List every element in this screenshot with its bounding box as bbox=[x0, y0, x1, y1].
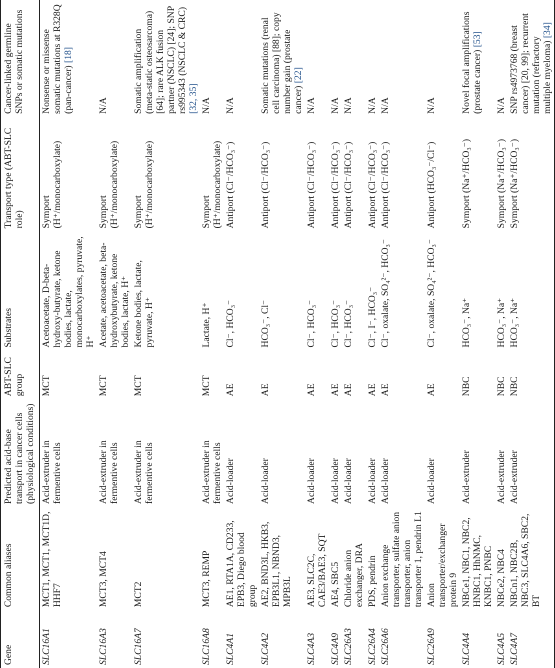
cell-substrates bbox=[460, 231, 495, 350]
cell-transport-type bbox=[132, 117, 200, 232]
cell-group bbox=[342, 350, 366, 399]
cell-group-text: MCT bbox=[201, 375, 212, 397]
cell-transport-type-text: Antiport (Cl⁻/HCO₃⁻) bbox=[330, 141, 341, 229]
cell-group bbox=[366, 350, 379, 399]
cell-cancer-mutations-text: N/A bbox=[343, 97, 354, 114]
cell-predicted-transport bbox=[329, 399, 342, 507]
table-row bbox=[342, 0, 366, 668]
cell-aliases bbox=[200, 507, 224, 610]
cell-transport-type-text: Symport (Na⁺/HCO₃⁻) bbox=[461, 138, 472, 229]
cell-cancer-mutations-text: N/A bbox=[306, 97, 317, 114]
cell-transport-type-text: Antiport (Cl⁻/HCO₃⁻) bbox=[306, 141, 317, 229]
cell-group-text: AE bbox=[367, 383, 378, 397]
cell-predicted-transport bbox=[425, 399, 460, 507]
cell-transport-type bbox=[259, 117, 305, 232]
cell-cancer-mutations bbox=[342, 0, 366, 117]
cell-gene bbox=[259, 610, 305, 668]
cell-gene-text: SLC16A3 bbox=[98, 628, 109, 665]
cell-substrates bbox=[200, 231, 224, 350]
cell-aliases-text: NBCn1, NBC2B, NBC3, SLC4A6, SBC2, BT bbox=[509, 513, 542, 608]
cell-gene bbox=[379, 610, 425, 668]
cell-gene bbox=[460, 610, 495, 668]
citation-link[interactable]: [53] bbox=[472, 31, 483, 48]
cell-gene-text: SLC4A9 bbox=[330, 633, 341, 665]
cell-gene bbox=[366, 610, 379, 668]
table-row bbox=[460, 0, 495, 668]
citation-link[interactable]: [32, 35] bbox=[188, 83, 199, 114]
table-row bbox=[40, 0, 98, 668]
cell-predicted-transport-text: Acid-extruder bbox=[509, 450, 520, 504]
cell-gene-text: SLC4A5 bbox=[496, 633, 507, 665]
cell-aliases bbox=[508, 507, 555, 610]
cell-transport-type bbox=[40, 117, 98, 232]
cell-substrates-text: HCO₃⁻, Na⁺ bbox=[509, 297, 520, 348]
cell-gene-text: SLC4A7 bbox=[509, 633, 520, 665]
cell-cancer-mutations bbox=[305, 0, 329, 117]
cell-transport-type bbox=[224, 117, 259, 232]
cell-predicted-transport-text: Acid-loader bbox=[330, 458, 341, 504]
table-row bbox=[200, 0, 224, 668]
cell-aliases-text: PDS, pendrin bbox=[367, 555, 378, 608]
table-row bbox=[132, 0, 200, 668]
cell-substrates bbox=[305, 231, 329, 350]
cell-predicted-transport bbox=[495, 399, 508, 507]
cell-transport-type-text: Symport (H⁺/monocarboxylate) bbox=[201, 140, 223, 229]
cell-aliases-text: AE2, BND3L, HKB3, EPB3L1, NBND3, MPB3L bbox=[260, 521, 293, 608]
cell-predicted-transport-text: Acid-loader bbox=[225, 458, 236, 504]
cell-transport-type-text: Antiport (Cl⁻/HCO₃⁻) bbox=[260, 141, 271, 229]
table-row bbox=[329, 0, 342, 668]
cell-group bbox=[40, 350, 98, 399]
cell-cancer-mutations bbox=[379, 0, 425, 117]
table-row bbox=[224, 0, 259, 668]
cell-aliases bbox=[40, 507, 98, 610]
cell-transport-type-text: Antiport (Cl⁻/HCO₃⁻) bbox=[380, 141, 391, 229]
cell-transport-type bbox=[97, 117, 132, 232]
cell-cancer-mutations-text: Novel focal amplifications (prostate cancer) bbox=[461, 11, 483, 114]
cell-substrates bbox=[342, 231, 366, 350]
cell-gene-text: SLC4A2 bbox=[260, 633, 271, 665]
cell-gene-text: SLC4A4 bbox=[461, 633, 472, 665]
cell-group-text: AE bbox=[380, 383, 391, 397]
cell-substrates-text: Cl⁻, HCO₃⁻ bbox=[343, 299, 354, 348]
cell-aliases bbox=[224, 507, 259, 610]
cell-group-text: MCT bbox=[133, 375, 144, 397]
cell-gene bbox=[200, 610, 224, 668]
cell-aliases-text: MCT2 bbox=[133, 581, 144, 608]
cell-group-text: AE bbox=[260, 383, 271, 397]
cell-group bbox=[495, 350, 508, 399]
cell-cancer-mutations bbox=[259, 0, 305, 117]
cell-gene-text: SLC16A7 bbox=[133, 628, 144, 665]
cell-predicted-transport-text: Acid-extruder bbox=[461, 450, 472, 504]
cell-transport-type-text: Antiport (Cl⁻/HCO₃⁻) bbox=[367, 141, 378, 229]
cell-gene-text: SLC26A4 bbox=[367, 628, 378, 665]
cell-transport-type bbox=[366, 117, 379, 232]
cell-predicted-transport-text: Acid-loader bbox=[306, 458, 317, 504]
cell-transport-type-text: Symport (Na⁺/HCO₃⁻) bbox=[496, 138, 507, 229]
cell-aliases bbox=[460, 507, 495, 610]
cell-group bbox=[508, 350, 555, 399]
cell-group-text: AE bbox=[306, 383, 317, 397]
cell-predicted-transport bbox=[460, 399, 495, 507]
cell-gene-text: SLC16A8 bbox=[201, 628, 212, 665]
cell-aliases bbox=[329, 507, 342, 610]
cell-predicted-transport bbox=[259, 399, 305, 507]
cell-gene bbox=[495, 610, 508, 668]
cell-transport-type bbox=[495, 117, 508, 232]
cell-gene-text: SLC26A3 bbox=[343, 628, 354, 665]
header-cancer-mutations: Cancer-linked germline SNPs or somatic mutations bbox=[1, 0, 40, 117]
cell-substrates-text: Cl⁻, oxalate, SO₄²⁻, HCO₃⁻ bbox=[380, 239, 391, 348]
cell-cancer-mutations-text: N/A bbox=[225, 97, 236, 114]
header-substrates: Substrates bbox=[1, 231, 40, 350]
cell-gene bbox=[132, 610, 200, 668]
cell-gene bbox=[305, 610, 329, 668]
cell-transport-type bbox=[305, 117, 329, 232]
cell-substrates-text: Acetate, acetoacetate, beta-hydroxybutyrate, ketone bodies, lactate, H⁺ bbox=[98, 242, 131, 348]
cell-cancer-mutations-text: N/A bbox=[98, 97, 109, 114]
cell-group bbox=[224, 350, 259, 399]
cell-substrates bbox=[366, 231, 379, 350]
cell-aliases bbox=[132, 507, 200, 610]
cell-group-text: MCT bbox=[41, 375, 52, 397]
cell-predicted-transport-text: Acid-loader bbox=[367, 458, 378, 504]
cell-transport-type-text: Antiport (Cl⁻/HCO₃⁻) bbox=[225, 141, 236, 229]
cell-cancer-mutations-text: Nonsense or missense somatic mutations at R328Q (pan-cancer) bbox=[41, 4, 74, 114]
cell-aliases-text: MCT1, MCT1, MCT1D, HHF7 bbox=[41, 511, 63, 608]
cell-substrates-text: Cl⁻, HCO₃⁻ bbox=[225, 299, 236, 348]
table-row bbox=[97, 0, 132, 668]
cell-transport-type-text: Symport (Na⁺/HCO₃⁻) bbox=[509, 138, 520, 229]
cell-gene bbox=[224, 610, 259, 668]
cell-predicted-transport-text: Acid-loader bbox=[260, 458, 271, 504]
cell-group-text: AE bbox=[426, 383, 437, 397]
cell-cancer-mutations bbox=[97, 0, 132, 117]
cell-transport-type-text: Antiport (Cl⁻/HCO₃⁻) bbox=[343, 141, 354, 229]
cell-aliases bbox=[495, 507, 508, 610]
cell-predicted-transport bbox=[97, 399, 132, 507]
cell-cancer-mutations-text: N/A bbox=[201, 97, 212, 114]
cell-substrates-text: HCO₃⁻, Cl⁻ bbox=[260, 299, 271, 348]
table-header bbox=[1, 0, 40, 668]
cell-aliases-text: NBCe2, NBC4 bbox=[496, 549, 507, 608]
citation-link[interactable]: [34] bbox=[542, 22, 553, 39]
cell-aliases bbox=[305, 507, 329, 610]
table-body bbox=[40, 0, 555, 668]
header-aliases: Common aliases bbox=[1, 507, 40, 610]
table-row bbox=[366, 0, 379, 668]
table-row bbox=[305, 0, 329, 668]
cell-cancer-mutations bbox=[200, 0, 224, 117]
cell-substrates-text: Cl⁻, HCO₃⁻ bbox=[306, 299, 317, 348]
cell-aliases bbox=[342, 507, 366, 610]
cell-cancer-mutations-text: Somatic mutations (renal cell carcinoma) [88]; copy number gain (prostate cancer) bbox=[260, 12, 304, 114]
cell-group bbox=[329, 350, 342, 399]
cell-substrates-text: Cl⁻, HCO₃⁻ bbox=[330, 299, 341, 348]
cell-aliases-text: Chloride anion exchanger, DRA bbox=[343, 543, 365, 608]
cell-gene-text: SLC26A6 bbox=[380, 628, 391, 665]
header-group: ABT-SLC group bbox=[1, 350, 40, 399]
citation-link[interactable]: [22] bbox=[293, 67, 304, 84]
cell-aliases-text: MCT3, REMP bbox=[201, 550, 212, 608]
cell-transport-type-text: Symport (H⁺/monocarboxylate) bbox=[133, 140, 155, 229]
cell-substrates bbox=[132, 231, 200, 350]
cell-aliases bbox=[97, 507, 132, 610]
cell-substrates bbox=[508, 231, 555, 350]
cell-group-text: NBC bbox=[509, 376, 520, 397]
cell-group-text: NBC bbox=[496, 376, 507, 397]
cell-group bbox=[97, 350, 132, 399]
cell-predicted-transport bbox=[40, 399, 98, 507]
cell-cancer-mutations-text: Somatic amplification (meta-static osteosarcoma) [64]; rare ALK fusion partner (NSCLC) [24]; SNP rs995343 (NSCLC & CRC) bbox=[133, 6, 188, 114]
cell-substrates bbox=[379, 231, 425, 350]
cell-substrates-text: HCO₃⁻, Na⁺ bbox=[461, 297, 472, 348]
cell-substrates-text: Cl⁻, I⁻, HCO₃⁻ bbox=[367, 286, 378, 348]
cell-substrates bbox=[97, 231, 132, 350]
cell-transport-type bbox=[460, 117, 495, 232]
cell-transport-type bbox=[342, 117, 366, 232]
cell-cancer-mutations bbox=[329, 0, 342, 117]
cell-gene-text: SLC16A1 bbox=[41, 628, 52, 665]
cell-gene bbox=[425, 610, 460, 668]
cell-gene-text: SLC4A3 bbox=[306, 633, 317, 665]
cell-substrates bbox=[224, 231, 259, 350]
cell-cancer-mutations bbox=[40, 0, 98, 117]
table-row bbox=[379, 0, 425, 668]
cell-predicted-transport bbox=[224, 399, 259, 507]
table-row bbox=[495, 0, 508, 668]
cell-aliases-text: MCT3, MCT4 bbox=[98, 551, 109, 608]
cell-group bbox=[132, 350, 200, 399]
cell-predicted-transport bbox=[305, 399, 329, 507]
cell-cancer-mutations-text: N/A bbox=[367, 97, 378, 114]
cell-predicted-transport bbox=[200, 399, 224, 507]
cell-transport-type-text: Symport (H⁺/monocarboxylate) bbox=[98, 140, 120, 229]
cell-aliases-text: AE3, SLC2C, CAE3/BAE3, SQT bbox=[306, 533, 328, 608]
cell-substrates bbox=[329, 231, 342, 350]
cell-substrates-text: HCO₃⁻, Na⁺ bbox=[496, 297, 507, 348]
cell-group-text: AE bbox=[343, 383, 354, 397]
cell-group-text: NBC bbox=[461, 376, 472, 397]
cell-cancer-mutations-text: N/A bbox=[380, 97, 391, 114]
cell-cancer-mutations bbox=[495, 0, 508, 117]
cell-predicted-transport-text: Acid-loader bbox=[343, 458, 354, 504]
cell-predicted-transport bbox=[508, 399, 555, 507]
cell-predicted-transport-text: Acid-extruder in fermentive cells bbox=[41, 440, 63, 504]
table-row bbox=[259, 0, 305, 668]
cell-cancer-mutations bbox=[132, 0, 200, 117]
cell-substrates-text: Acetoacetate, D-beta-hydroxy-butyrate, ketone bodies, lactate, monocarboxylates, pyruvate, H⁺ bbox=[41, 236, 96, 348]
cell-predicted-transport-text: Acid-loader bbox=[380, 458, 391, 504]
cell-substrates bbox=[425, 231, 460, 350]
cell-transport-type bbox=[329, 117, 342, 232]
cell-transport-type bbox=[425, 117, 460, 232]
cell-group-text: AE bbox=[225, 383, 236, 397]
cell-cancer-mutations-text: SNP rs4973768 (breast cancer) [20, 99]; recurrent mutation (refractory multiple myeloma) bbox=[509, 13, 553, 114]
cell-substrates-text: Cl⁻, oxalate, SO₄²⁻, HCO₃⁻ bbox=[426, 239, 437, 348]
cell-predicted-transport-text: Acid-extruder in fermentive cells bbox=[98, 440, 120, 504]
cell-gene bbox=[40, 610, 98, 668]
cell-group bbox=[460, 350, 495, 399]
cell-cancer-mutations bbox=[425, 0, 460, 117]
cell-group-text: MCT bbox=[98, 375, 109, 397]
header-gene: Gene bbox=[1, 610, 40, 668]
cell-group bbox=[200, 350, 224, 399]
cell-gene bbox=[329, 610, 342, 668]
cell-cancer-mutations bbox=[508, 0, 555, 117]
cell-gene bbox=[508, 610, 555, 668]
cell-cancer-mutations bbox=[460, 0, 495, 117]
cell-predicted-transport bbox=[132, 399, 200, 507]
cell-gene-text: SLC26A9 bbox=[426, 628, 437, 665]
header-predicted-transport: Predicted acid-base transport in cancer cells (physiological conditions) bbox=[1, 399, 40, 507]
cell-substrates bbox=[40, 231, 98, 350]
cell-aliases-text: NBCe1, NBC1, NBC2, HNBC1, HhNMC, KNBC1, PNBC bbox=[461, 517, 494, 608]
cell-substrates-text: Lactate, H⁺ bbox=[201, 302, 212, 348]
cell-gene bbox=[342, 610, 366, 668]
cell-group bbox=[259, 350, 305, 399]
cell-group bbox=[305, 350, 329, 399]
cell-group-text: AE bbox=[330, 383, 341, 397]
cell-gene bbox=[97, 610, 132, 668]
cell-cancer-mutations bbox=[366, 0, 379, 117]
cell-predicted-transport-text: Acid-loader bbox=[426, 458, 437, 504]
cell-transport-type-text: Symport (H⁺/monocarboxylate) bbox=[41, 140, 63, 229]
cell-predicted-transport-text: Acid-extruder in fermentive cells bbox=[201, 440, 223, 504]
cell-cancer-mutations bbox=[224, 0, 259, 117]
cell-predicted-transport bbox=[366, 399, 379, 507]
cell-cancer-mutations-text: N/A bbox=[330, 97, 341, 114]
cell-aliases bbox=[425, 507, 460, 610]
cell-predicted-transport bbox=[342, 399, 366, 507]
cell-predicted-transport-text: Acid-extruder bbox=[496, 450, 507, 504]
cell-transport-type bbox=[379, 117, 425, 232]
cell-substrates-text: Ketone bodies, lactate, pyruvate, H⁺ bbox=[133, 260, 155, 348]
cell-transport-type-text: Antiport (HCO₃⁻/Cl⁻) bbox=[426, 141, 437, 229]
citation-link[interactable]: [18] bbox=[63, 47, 74, 63]
cell-aliases-text: Anion exchange transporter, sulfate anion transporter, anion transporter 1, pendrin L1 bbox=[380, 511, 424, 608]
cell-aliases-text: Anion transporter/exchanger protein 9 bbox=[426, 523, 459, 608]
cell-group bbox=[379, 350, 425, 399]
cell-substrates bbox=[495, 231, 508, 350]
cell-aliases-text: AE1, RTA1A, CD233, EPB3, Diego blood group bbox=[225, 520, 258, 608]
cell-cancer-mutations-text: N/A bbox=[426, 97, 437, 114]
cell-aliases-text: AE4, SBC5 bbox=[330, 561, 341, 608]
cell-substrates bbox=[259, 231, 305, 350]
table-row bbox=[425, 0, 460, 668]
cell-gene-text: SLC4A1 bbox=[225, 633, 236, 665]
cell-group bbox=[425, 350, 460, 399]
cell-cancer-mutations-text: N/A bbox=[496, 97, 507, 114]
table-row bbox=[508, 0, 555, 668]
cell-aliases bbox=[366, 507, 379, 610]
cell-transport-type bbox=[200, 117, 224, 232]
header-transport-type: Transport type (ABT-SLC role) bbox=[1, 117, 40, 232]
header-row bbox=[1, 0, 40, 668]
cell-aliases bbox=[379, 507, 425, 610]
cell-transport-type bbox=[508, 117, 555, 232]
cell-predicted-transport-text: Acid-extruder in fermentive cells bbox=[133, 440, 155, 504]
cell-predicted-transport bbox=[379, 399, 425, 507]
cell-aliases bbox=[259, 507, 305, 610]
